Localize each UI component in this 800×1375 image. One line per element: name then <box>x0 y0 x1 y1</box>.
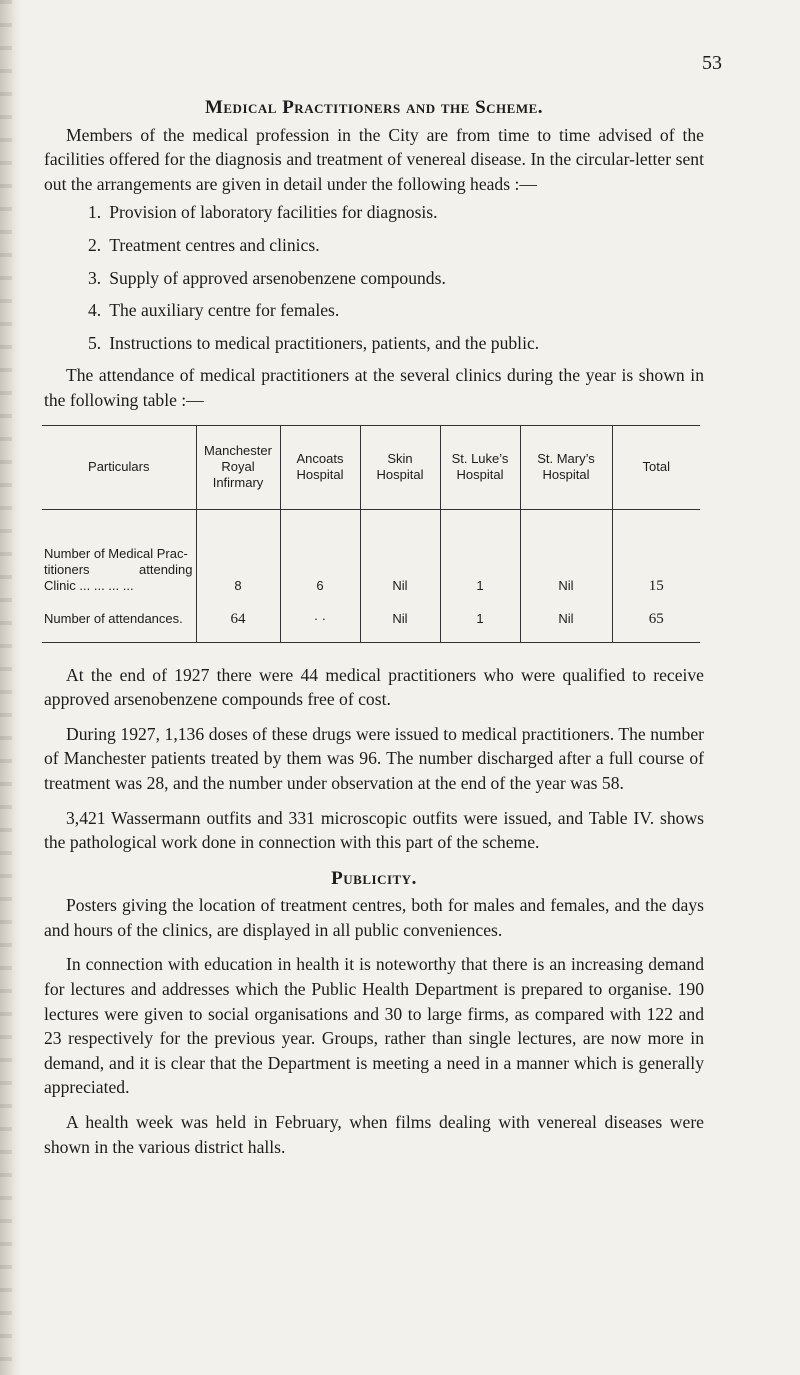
body-paragraph: During 1927, 1,136 doses of these drugs were issued to medical practitioners. The number of Manchester patients treated by them was 96. The number discharged after a full course of treatment was 28, and the number under observation at the end of the year was 58. <box>44 723 704 793</box>
attendance-table <box>42 425 700 643</box>
table-cell: · · <box>280 596 360 643</box>
list-item: 3. Supply of approved arsenobenzene compounds. <box>88 267 446 288</box>
section-heading-medical-practitioners: Medical Practitioners and the Scheme. <box>204 97 544 118</box>
body-paragraph: Posters giving the location of treatment centres, both for males and females, and the days and hours of the clinics, are displayed in all public conveniences. <box>44 895 704 940</box>
table-row <box>42 596 700 643</box>
body-paragraph: In connection with education in health it is noteworthy that there is an increasing demand for lectures and addresses which the Public Health Department is prepared to organise. 190 lectures were given to social organisations and 30 to large firms, as compared with 122 and 23 respectively for the previous year. Groups, rather than single lectures, are now more in demand, and it is clear that the Department is meeting a need in a manner which is generally appreciated. <box>44 954 704 1098</box>
row-label: Number of attendances. <box>42 596 196 643</box>
section-heading-publicity: Publicity. <box>331 867 417 889</box>
table-row <box>42 509 700 596</box>
heads-list <box>44 200 704 355</box>
table-cell: 15 <box>612 509 700 596</box>
body-paragraph: At the end of 1927 there were 44 medical practitioners who were qualified to receive approved arsenobenzene compounds free of cost. <box>44 664 704 710</box>
intro-paragraph: Members of the medical profession in the City are from time to time advised of the facilities offered for the diagnosis and treatment of venereal disease. In the circular-letter sent out the arrangements are given in detail under the following heads :— <box>44 124 704 194</box>
table-cell: Nil <box>520 596 612 643</box>
column-header: Manchester Royal Infirmary <box>196 425 280 509</box>
list-item: 1. Provision of laboratory facilities for diagnosis. <box>88 202 438 223</box>
table-intro-paragraph: The attendance of medical practitioners at the several clinics during the year is shown in the following table :— <box>44 365 704 410</box>
list-item: 2. Treatment centres and clinics. <box>88 234 320 255</box>
table-cell: 8 <box>196 509 280 596</box>
page-content <box>44 96 704 1159</box>
page-number: 53 <box>702 52 722 74</box>
body-paragraph: 3,421 Wassermann outfits and 331 microscopic outfits were issued, and Table IV. shows the pathological work done in connection with this part of the scheme. <box>44 807 704 853</box>
list-item: 4. The auxiliary centre for females. <box>88 300 340 321</box>
column-header: Ancoats Hospital <box>280 425 360 509</box>
table-cell: Nil <box>360 596 440 643</box>
body-paragraph: A health week was held in February, when films dealing with venereal diseases were shown in the various district halls. <box>44 1112 704 1157</box>
table-header-row <box>42 425 700 509</box>
column-header: St. Mary’s Hospital <box>520 425 612 509</box>
column-header: Particulars <box>42 425 196 509</box>
table-cell: Nil <box>520 509 612 596</box>
table-cell: 65 <box>612 596 700 643</box>
table-cell: 1 <box>440 596 520 643</box>
row-label: Number of Medical Prac- titioners attending Clinic ... ... ... ... <box>44 545 193 593</box>
table-cell: 1 <box>440 509 520 596</box>
table-cell: 64 <box>196 596 280 643</box>
page-binding-marks <box>0 0 12 1375</box>
table-cell: Nil <box>360 509 440 596</box>
column-header: Total <box>612 425 700 509</box>
table-cell: 6 <box>280 509 360 596</box>
column-header: Skin Hospital <box>360 425 440 509</box>
list-item: 5. Instructions to medical practitioners, patients, and the public. <box>88 332 540 353</box>
column-header: St. Luke’s Hospital <box>440 425 520 509</box>
attendance-table-wrapper <box>42 425 704 643</box>
